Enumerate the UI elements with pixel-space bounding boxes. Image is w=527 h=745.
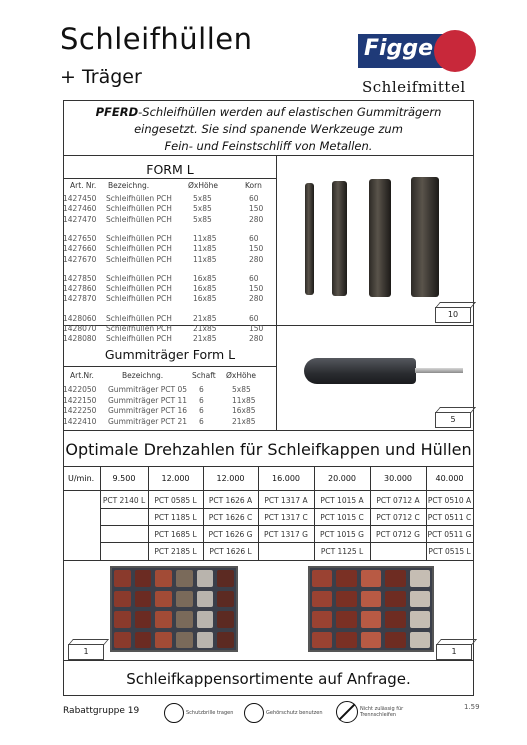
form-l-cell: Schleifhüllen PCH [106,244,172,254]
rpm-grid-cell: PCT 2185 L [154,547,197,556]
assortment-compartment [385,591,405,608]
col-header-korn: Korn [245,181,262,190]
rpm-row-line [100,525,473,526]
assortment-compartment [176,591,193,608]
assortment-compartment [385,570,405,587]
holder-shaft [415,368,463,373]
sleeves-photo [277,157,473,325]
rpm-top-line [64,466,473,467]
assortment-compartment [410,570,430,587]
form-l-cell: Schleifhüllen PCH [106,233,172,243]
form-l-cell: 1427670 [63,254,97,264]
rpm-grid-cell: PCT 1626 G [208,530,253,539]
rpm-grid-cell: PCT 0511 C [427,513,472,522]
form-l-cell: 11x85 [193,233,217,243]
col-header-bezeichnung: Bezeichng. [108,181,150,190]
goggles-label: Schutzbrille tragen [186,710,234,716]
logo-subtitle: Schleifmittel [362,78,466,96]
rpm-header-line [64,490,473,491]
form-l-head-line [64,178,276,179]
assortment-compartment [114,591,131,608]
traeger-cell: Gummiträger PCT 11 [108,395,187,405]
assortment-compartment [114,632,131,649]
assortment-compartment [336,632,356,649]
assortment-compartment [336,591,356,608]
col-header-artnr: Art. Nr. [70,181,97,190]
assortment-badge-left: 1 [68,644,104,660]
traeger-cell: 1422250 [63,406,97,415]
form-l-cell: 280 [249,214,264,224]
form-l-heading: FORM L [146,162,194,177]
rpm-grid-cell: PCT 1626 C [208,513,253,522]
rubber-holder [304,358,416,384]
logo-circle [434,30,476,72]
assortment-compartment [361,570,381,587]
form-l-cell: 5x85 [193,194,212,203]
no-cutoff-label: Nicht zulässig für Trennschleifen [360,706,404,718]
intro-text [64,101,473,156]
divider-rpm [64,430,473,431]
page-subtitle: + Träger [60,66,142,88]
form-l-cell: 1427860 [63,284,97,294]
form-l-cell: 1427850 [63,273,97,283]
form-l-cell: 60 [249,233,259,243]
rpm-row-line [100,508,473,509]
page-title: Schleifhüllen [60,22,253,56]
form-l-cell: 1428070 [63,324,97,333]
assortment-compartment [197,591,214,608]
assortment-compartment [336,570,356,587]
rpm-grid-cell: PCT 1185 L [154,513,197,522]
sleeve-5mm [305,183,314,295]
assortment-compartment [197,632,214,649]
assortment-compartment [176,611,193,628]
traeger-cell: Gummiträger PCT 05 [108,385,187,394]
form-l-cell: 21x85 [193,334,217,344]
traeger-cell: Gummiträger PCT 16 [108,406,187,415]
assortment-note: Schleifkappensortimente auf Anfrage. [126,670,411,688]
form-l-cell: 150 [249,204,264,214]
traeger-col-schaft: Schaft [192,371,216,380]
rpm-grid-cell: PCT 0511 G [427,530,472,539]
assortment-compartment [176,632,193,649]
rpm-grid-cell: PCT 1317 G [263,530,308,539]
assortment-compartment [155,591,172,608]
form-l-cell: Schleifhüllen PCH [106,313,172,323]
form-l-cell: 1427660 [63,244,97,254]
form-l-cell: 280 [249,294,264,304]
rpm-speed: 30.000 [384,474,412,483]
assortment-compartment [217,591,234,608]
form-l-cell: Schleifhüllen PCH [106,284,172,294]
form-l-cell: 150 [249,284,264,294]
form-l-cell: 60 [249,194,259,203]
rpm-grid-cell: PCT 0712 G [375,530,420,539]
assortment-badge-right: 1 [436,644,472,660]
rpm-speed: 9.500 [112,474,136,483]
rpm-grid-cell: PCT 2140 L [102,496,146,505]
holder-photo [277,326,473,430]
rpm-grid-cell: PCT 1317 C [264,513,308,522]
assortment-compartment [217,611,234,628]
traeger-heading: Gummiträger Form L [104,347,236,362]
rpm-grid-cell: PCT 0712 C [376,513,420,522]
assortment-compartment [312,570,332,587]
form-l-cell: 1428060 [63,313,97,323]
rpm-speed: 12.000 [216,474,245,483]
assortment-compartment [176,570,193,587]
assortment-compartment [135,611,152,628]
traeger-cell: 21x85 [232,416,256,426]
rpm-grid-cell: PCT 1015 A [320,496,364,505]
form-l-cell: 1427450 [63,194,97,203]
form-l-cell: 1427870 [63,294,97,304]
form-l-cell: Schleifhüllen PCH [106,324,172,333]
form-l-cell: 5x85 [193,204,212,214]
intro-line-1: PFERD-Schleifhüllen werden auf elastischen Gummiträgern [95,105,442,119]
assortment-compartment [410,591,430,608]
assortment-compartment [135,591,152,608]
figge-logo [358,30,476,72]
sleeve-16mm [369,179,391,297]
form-l-cell: 280 [249,254,264,264]
form-l-cell: 280 [249,334,264,344]
assortment-compartment [135,570,152,587]
quantity-badge-10: 10 [435,307,471,323]
assortment-compartment [155,611,172,628]
rpm-grid-cell: PCT 1685 L [154,530,197,539]
form-l-cell: 16x85 [193,284,217,294]
rpm-grid-cell: PCT 1015 G [319,530,364,539]
rpm-grid-cell: PCT 0585 L [154,496,197,505]
assortment-compartment [114,570,131,587]
traeger-cell: 6 [199,395,204,405]
form-l-cell: Schleifhüllen PCH [106,194,172,203]
form-l-cell: 150 [249,324,264,333]
form-l-cell: 1428080 [63,334,97,344]
intro-brand: PFERD [95,105,139,119]
form-l-cell: 60 [249,273,259,283]
form-l-cell: 16x85 [193,294,217,304]
assortment-compartment [155,570,172,587]
rpm-grid-cell: PCT 1125 L [320,547,364,556]
rpm-unit: U/min. [68,474,95,483]
form-l-cell: 150 [249,244,264,254]
rpm-speed: 40.000 [435,474,464,483]
form-l-cell: 21x85 [193,313,217,323]
rpm-speed: 16.000 [272,474,300,483]
rpm-speed: 12.000 [161,474,190,483]
form-l-cell: Schleifhüllen PCH [106,334,172,344]
traeger-cell: 6 [199,406,204,415]
rpm-grid-cell: PCT 1626 A [208,496,253,505]
assortment-box-left [110,566,238,652]
assortment-compartment [312,611,332,628]
traeger-cell: 6 [199,416,204,426]
rpm-heading: Optimale Drehzahlen für Schleifkappen und Hüllen [65,440,472,459]
traeger-cell: 1422410 [63,416,97,426]
rpm-speed: 20.000 [328,474,356,483]
assortment-compartment [336,611,356,628]
assortment-compartment [197,611,214,628]
form-l-cell: 11x85 [193,254,217,264]
ear-protection-label: Gehörschutz benutzen [266,710,323,716]
sleeve-11mm [332,181,347,296]
assortment-compartment [410,632,430,649]
assortment-compartment [312,632,332,649]
divider-footer-line [64,660,473,661]
form-l-cell: Schleifhüllen PCH [106,204,172,214]
form-l-cell: 16x85 [193,273,217,283]
traeger-cell: Gummiträger PCT 21 [108,416,187,426]
logo-text: Figge [364,36,433,61]
assortment-compartment [197,570,214,587]
form-l-cell: 21x85 [193,324,217,333]
assortment-box-right [308,566,434,652]
traeger-col-durchmesser: ØxHöhe [226,371,256,380]
form-l-cell: 1427460 [63,204,97,214]
traeger-col-bezeichnung: Bezeichng. [122,371,164,380]
col-header-durchmesser: ØxHöhe [188,181,218,190]
form-l-cell: 1427470 [63,214,97,224]
traeger-cell: 5x85 [232,385,251,394]
assortment-compartment [312,591,332,608]
assortment-compartment [135,632,152,649]
assortment-compartment [361,611,381,628]
intro-line-3: Fein- und Feinstschliff von Metallen. [164,139,373,153]
rpm-grid-cell: PCT 0712 A [376,496,420,505]
traeger-cell: 1422150 [63,395,97,405]
assortment-compartment [155,632,172,649]
assortment-compartment [361,591,381,608]
assortment-compartment [410,611,430,628]
assortment-compartment [217,632,234,649]
traeger-head-line [64,366,276,367]
assortment-compartment [385,611,405,628]
traeger-cell: 6 [199,385,204,394]
assortment-compartment [361,632,381,649]
assortment-compartment [385,632,405,649]
traeger-col-artnr: Art.Nr. [70,371,94,380]
rpm-grid-cell: PCT 0515 L [428,547,471,556]
traeger-cell: 16x85 [232,406,256,415]
rabatt-gruppe: Rabattgruppe 19 [63,706,140,716]
rpm-row-line [100,542,473,543]
assortment-compartment [217,570,234,587]
page-number: 1.59 [464,703,480,711]
form-l-cell: Schleifhüllen PCH [106,294,172,304]
rpm-grid-cell: PCT 1317 A [264,496,308,505]
goggles-icon [164,703,184,723]
form-l-cell: 5x85 [193,214,212,224]
form-l-cell: Schleifhüllen PCH [106,273,172,283]
rpm-grid-cell: PCT 1626 L [209,547,252,556]
traeger-cell: 11x85 [232,395,256,405]
rpm-grid-cell: PCT 0510 A [427,496,472,505]
form-l-cell: Schleifhüllen PCH [106,254,172,264]
assortment-compartment [114,611,131,628]
intro-line-2: eingesetzt. Sie sind spanende Werkzeuge zum [134,122,403,136]
rpm-grid-cell: PCT 1015 C [320,513,364,522]
form-l-cell: Schleifhüllen PCH [106,214,172,224]
ear-protection-icon [244,703,264,723]
traeger-cell: 1422050 [63,385,97,394]
form-l-cell: 11x85 [193,244,217,254]
no-cutoff-icon [336,701,358,723]
sleeve-21mm [411,177,439,297]
quantity-badge-5: 5 [435,412,471,428]
no-cutoff-slash [339,704,356,721]
form-l-cell: 60 [249,313,259,323]
form-l-cell: 1427650 [63,233,97,243]
divider-assortment [64,560,473,561]
